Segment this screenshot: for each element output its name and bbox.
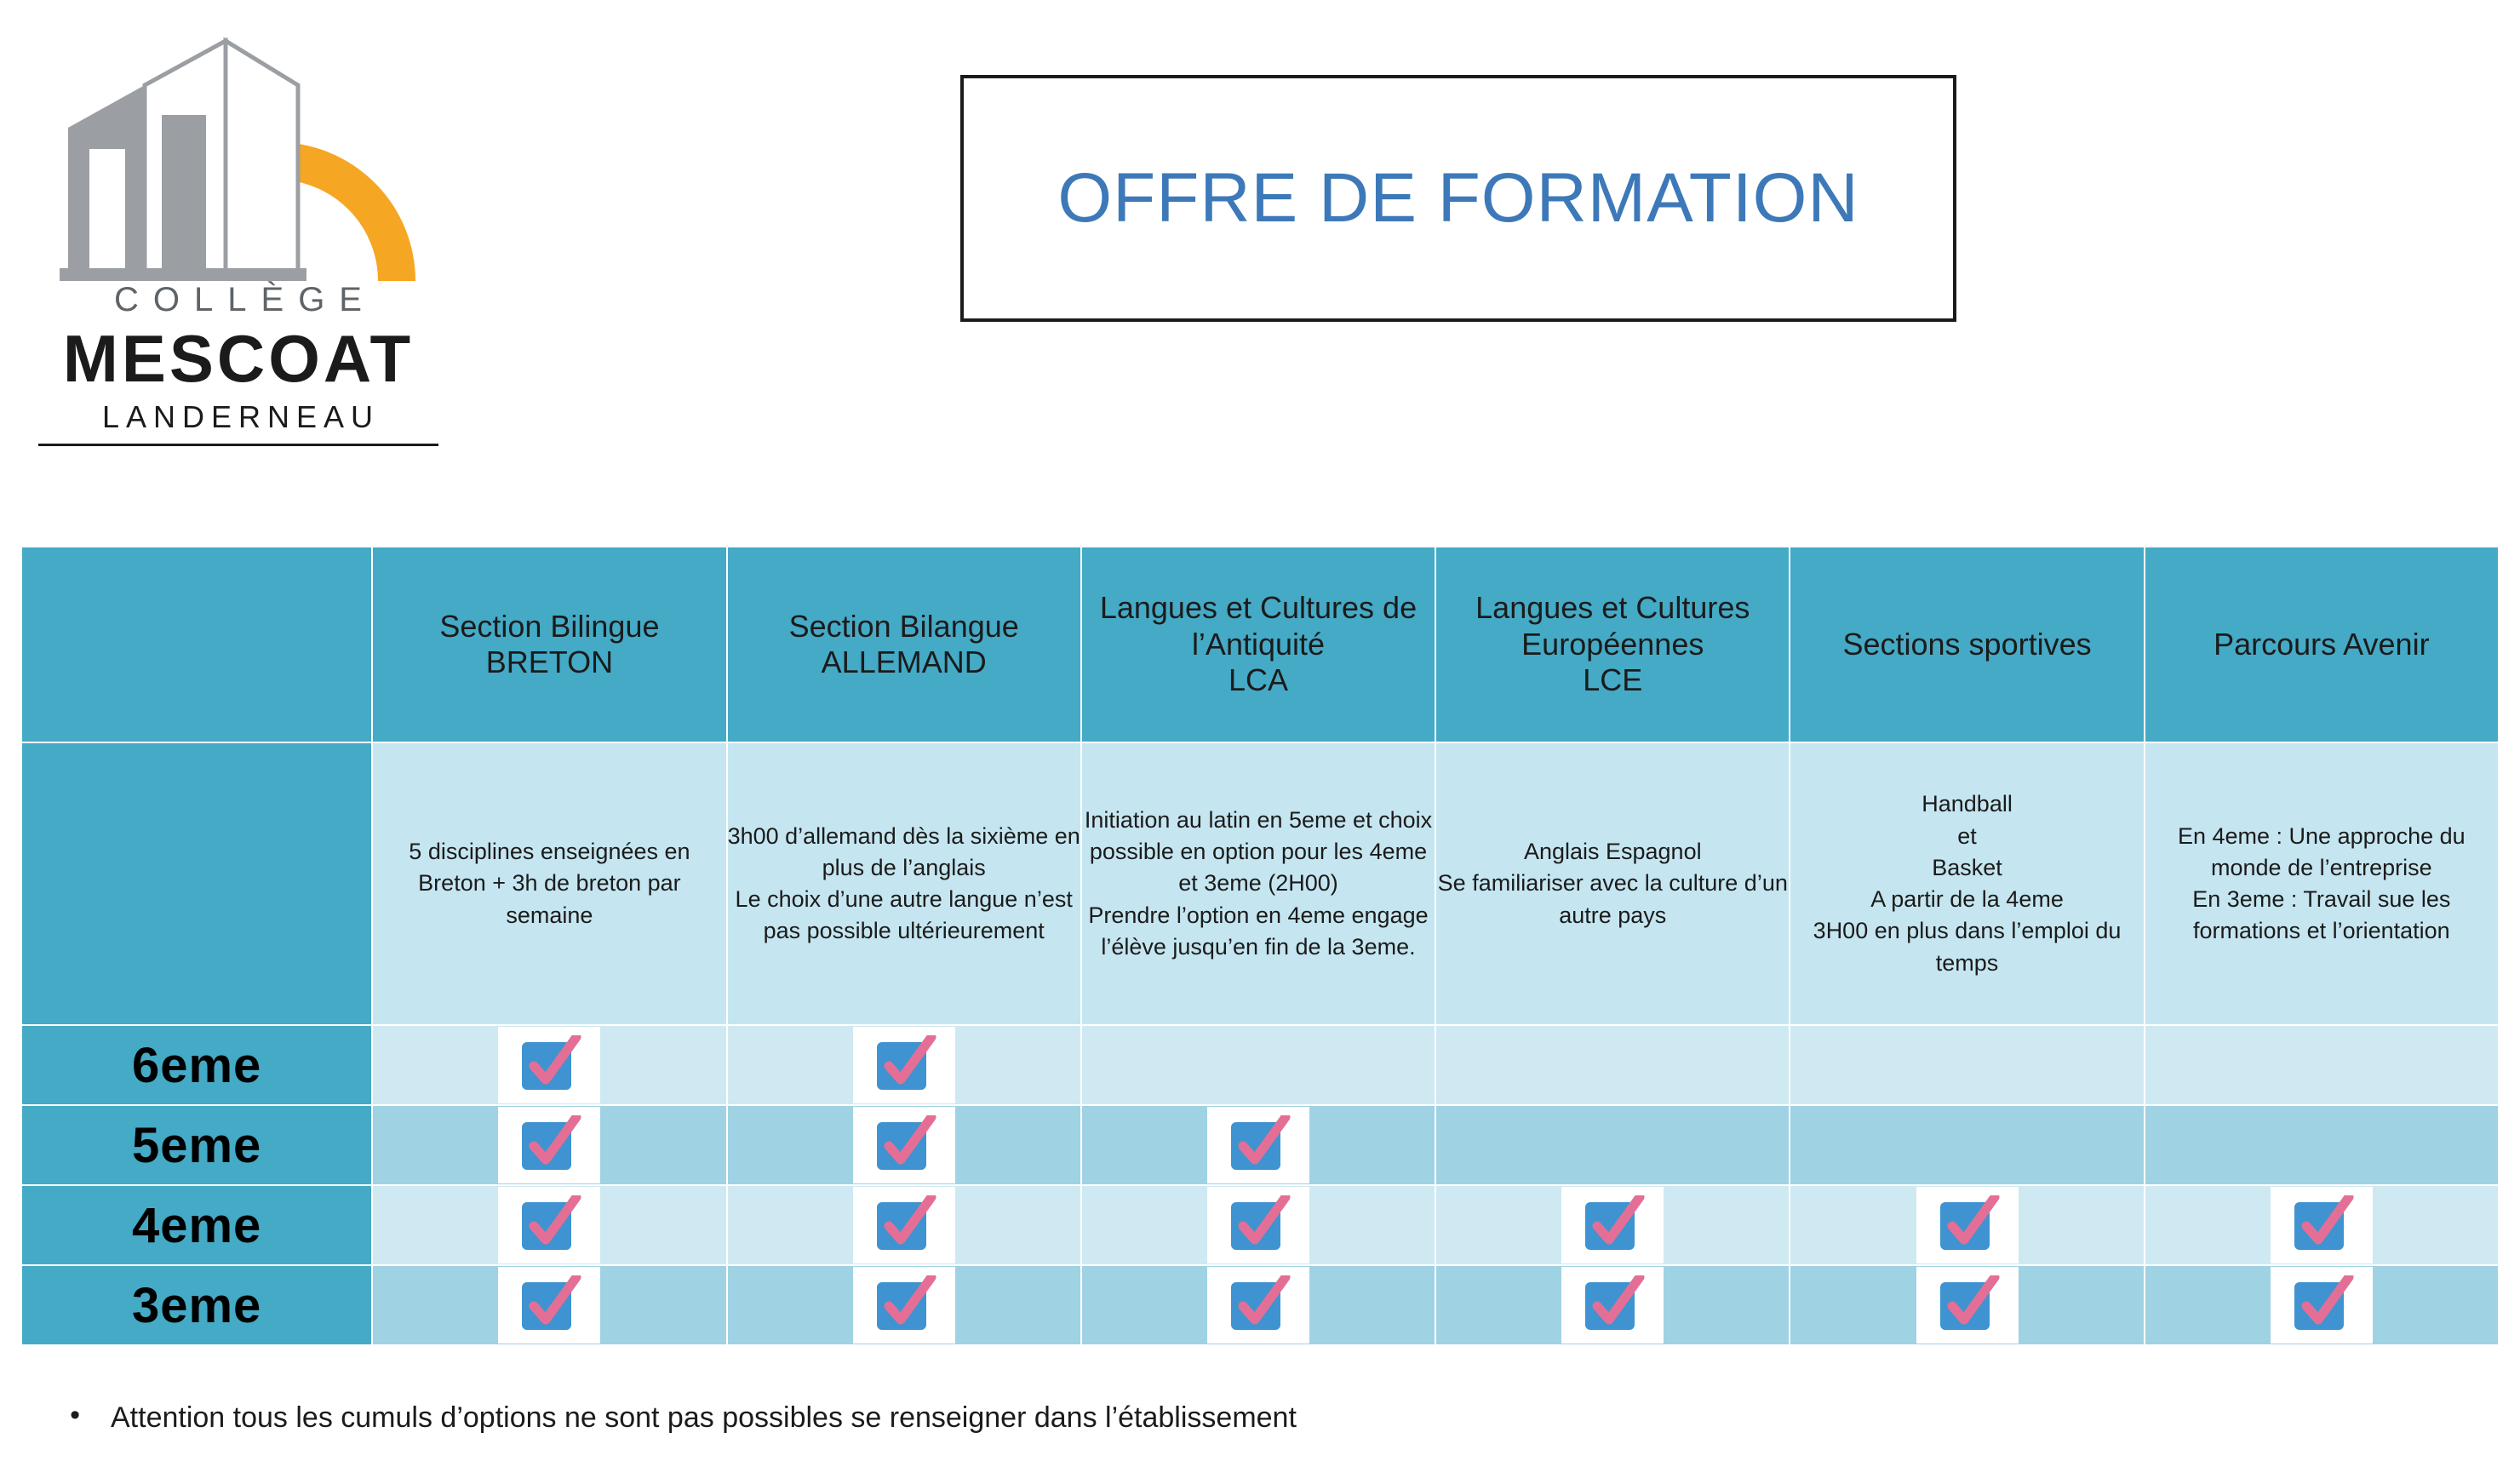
cell-4eme-col1 [372, 1185, 726, 1265]
cell-3eme-col6 [2145, 1265, 2499, 1345]
table-corner-cell [21, 547, 372, 742]
checkmark-icon [522, 1199, 576, 1252]
logo-underline [38, 444, 438, 446]
check-holder [1561, 1187, 1664, 1263]
checkmark-icon [2294, 1199, 2349, 1252]
cell-3eme-col2 [727, 1265, 1081, 1345]
check-holder [2271, 1267, 2373, 1344]
level-label-5eme: 5eme [21, 1105, 372, 1185]
title-box [960, 75, 1956, 322]
building-icon [43, 34, 443, 281]
cell-6eme-col5 [1790, 1025, 2144, 1105]
cell-5eme-col2 [727, 1105, 1081, 1185]
checkmark-icon [1231, 1279, 1286, 1332]
check-holder [1916, 1267, 2019, 1344]
check-holder [1207, 1107, 1309, 1183]
page-header [0, 0, 2520, 528]
table-header-row [21, 547, 2499, 742]
offer-table [20, 546, 2500, 1346]
cell-6eme-col4 [1435, 1025, 1790, 1105]
column-header-3: Langues et Cultures de l’Antiquité LCA [1081, 547, 1435, 742]
list-item [20, 1401, 2489, 1435]
checkmark-icon [877, 1119, 931, 1172]
checkmark-icon [522, 1119, 576, 1172]
table-description-row [21, 742, 2499, 1025]
description-cell-6: En 4eme : Une approche du monde de l’entreprise En 3eme : Travail sue les formations et l’orientation [2145, 742, 2499, 1025]
cell-6eme-col2 [727, 1025, 1081, 1105]
column-header-6: Parcours Avenir [2145, 547, 2499, 742]
cell-4eme-col3 [1081, 1185, 1435, 1265]
column-header-1: Section Bilingue BRETON [372, 547, 726, 742]
check-holder [853, 1187, 955, 1263]
bullet-icon: • [70, 1399, 80, 1431]
checkmark-icon [877, 1039, 931, 1092]
cell-6eme-col1 [372, 1025, 726, 1105]
column-header-5: Sections sportives [1790, 547, 2144, 742]
cell-3eme-col5 [1790, 1265, 2144, 1345]
checkmark-icon [877, 1199, 931, 1252]
check-holder [853, 1267, 955, 1344]
level-label-3eme: 3eme [21, 1265, 372, 1345]
cell-5eme-col1 [372, 1105, 726, 1185]
cell-4eme-col5 [1790, 1185, 2144, 1265]
description-cell-2: 3h00 d’allemand dès la sixième en plus de l’anglais Le choix d’une autre langue n’est pas possible ultérieurement [727, 742, 1081, 1025]
college-logo [17, 0, 477, 511]
checkmark-icon [522, 1039, 576, 1092]
description-cell-5: Handball et Basket A partir de la 4eme 3H00 en plus dans l’emploi du temps [1790, 742, 2144, 1025]
cell-4eme-col6 [2145, 1185, 2499, 1265]
cell-5eme-col6 [2145, 1105, 2499, 1185]
cell-6eme-col3 [1081, 1025, 1435, 1105]
offer-table-container [20, 546, 2500, 1346]
checkmark-icon [1231, 1119, 1286, 1172]
check-holder [853, 1027, 955, 1103]
check-holder [853, 1107, 955, 1183]
checkmark-icon [877, 1279, 931, 1332]
note-text: Attention tous les cumuls d’options ne sont pas possibles se renseigner dans l’établissement [111, 1401, 1297, 1434]
check-holder [498, 1027, 600, 1103]
check-holder [1207, 1187, 1309, 1263]
table-row [21, 1265, 2499, 1345]
description-cell-1: 5 disciplines enseignées en Breton + 3h de breton par semaine [372, 742, 726, 1025]
check-holder [498, 1187, 600, 1263]
cell-5eme-col3 [1081, 1105, 1435, 1185]
check-holder [1561, 1267, 1664, 1344]
cell-5eme-col5 [1790, 1105, 2144, 1185]
logo-mark [17, 0, 460, 281]
table-row [21, 1105, 2499, 1185]
cell-3eme-col4 [1435, 1265, 1790, 1345]
cell-3eme-col1 [372, 1265, 726, 1345]
level-label-6eme: 6eme [21, 1025, 372, 1105]
check-holder [2271, 1187, 2373, 1263]
notes-list [20, 1401, 2489, 1435]
check-holder [1916, 1187, 2019, 1263]
logo-line-college: COLLÈGE [114, 281, 376, 318]
checkmark-icon [522, 1279, 576, 1332]
page-title: OFFRE DE FORMATION [1057, 159, 1859, 237]
column-header-4: Langues et Cultures Européennes LCE [1435, 547, 1790, 742]
logo-line-mescoat: MESCOAT [62, 321, 415, 396]
logo-line-landerneau: LANDERNEAU [101, 398, 381, 434]
checkmark-icon [1231, 1199, 1286, 1252]
table-row [21, 1185, 2499, 1265]
checkmark-icon [2294, 1279, 2349, 1332]
check-holder [1207, 1267, 1309, 1344]
description-cell-3: Initiation au latin en 5eme et choix possible en option pour les 4eme et 3eme (2H00) Prendre l’option en 4eme engage l’élève jusqu’en fin de la 3eme. [1081, 742, 1435, 1025]
description-blank-cell [21, 742, 372, 1025]
logo-wordmark [17, 281, 460, 446]
description-cell-4: Anglais Espagnol Se familiariser avec la culture d’un autre pays [1435, 742, 1790, 1025]
cell-4eme-col2 [727, 1185, 1081, 1265]
checkmark-icon [1940, 1199, 1995, 1252]
cell-4eme-col4 [1435, 1185, 1790, 1265]
checkmark-icon [1940, 1279, 1995, 1332]
checkmark-icon [1585, 1199, 1640, 1252]
cell-5eme-col4 [1435, 1105, 1790, 1185]
check-holder [498, 1267, 600, 1344]
level-label-4eme: 4eme [21, 1185, 372, 1265]
cell-6eme-col6 [2145, 1025, 2499, 1105]
column-header-2: Section Bilangue ALLEMAND [727, 547, 1081, 742]
check-holder [498, 1107, 600, 1183]
checkmark-icon [1585, 1279, 1640, 1332]
table-row [21, 1025, 2499, 1105]
cell-3eme-col3 [1081, 1265, 1435, 1345]
